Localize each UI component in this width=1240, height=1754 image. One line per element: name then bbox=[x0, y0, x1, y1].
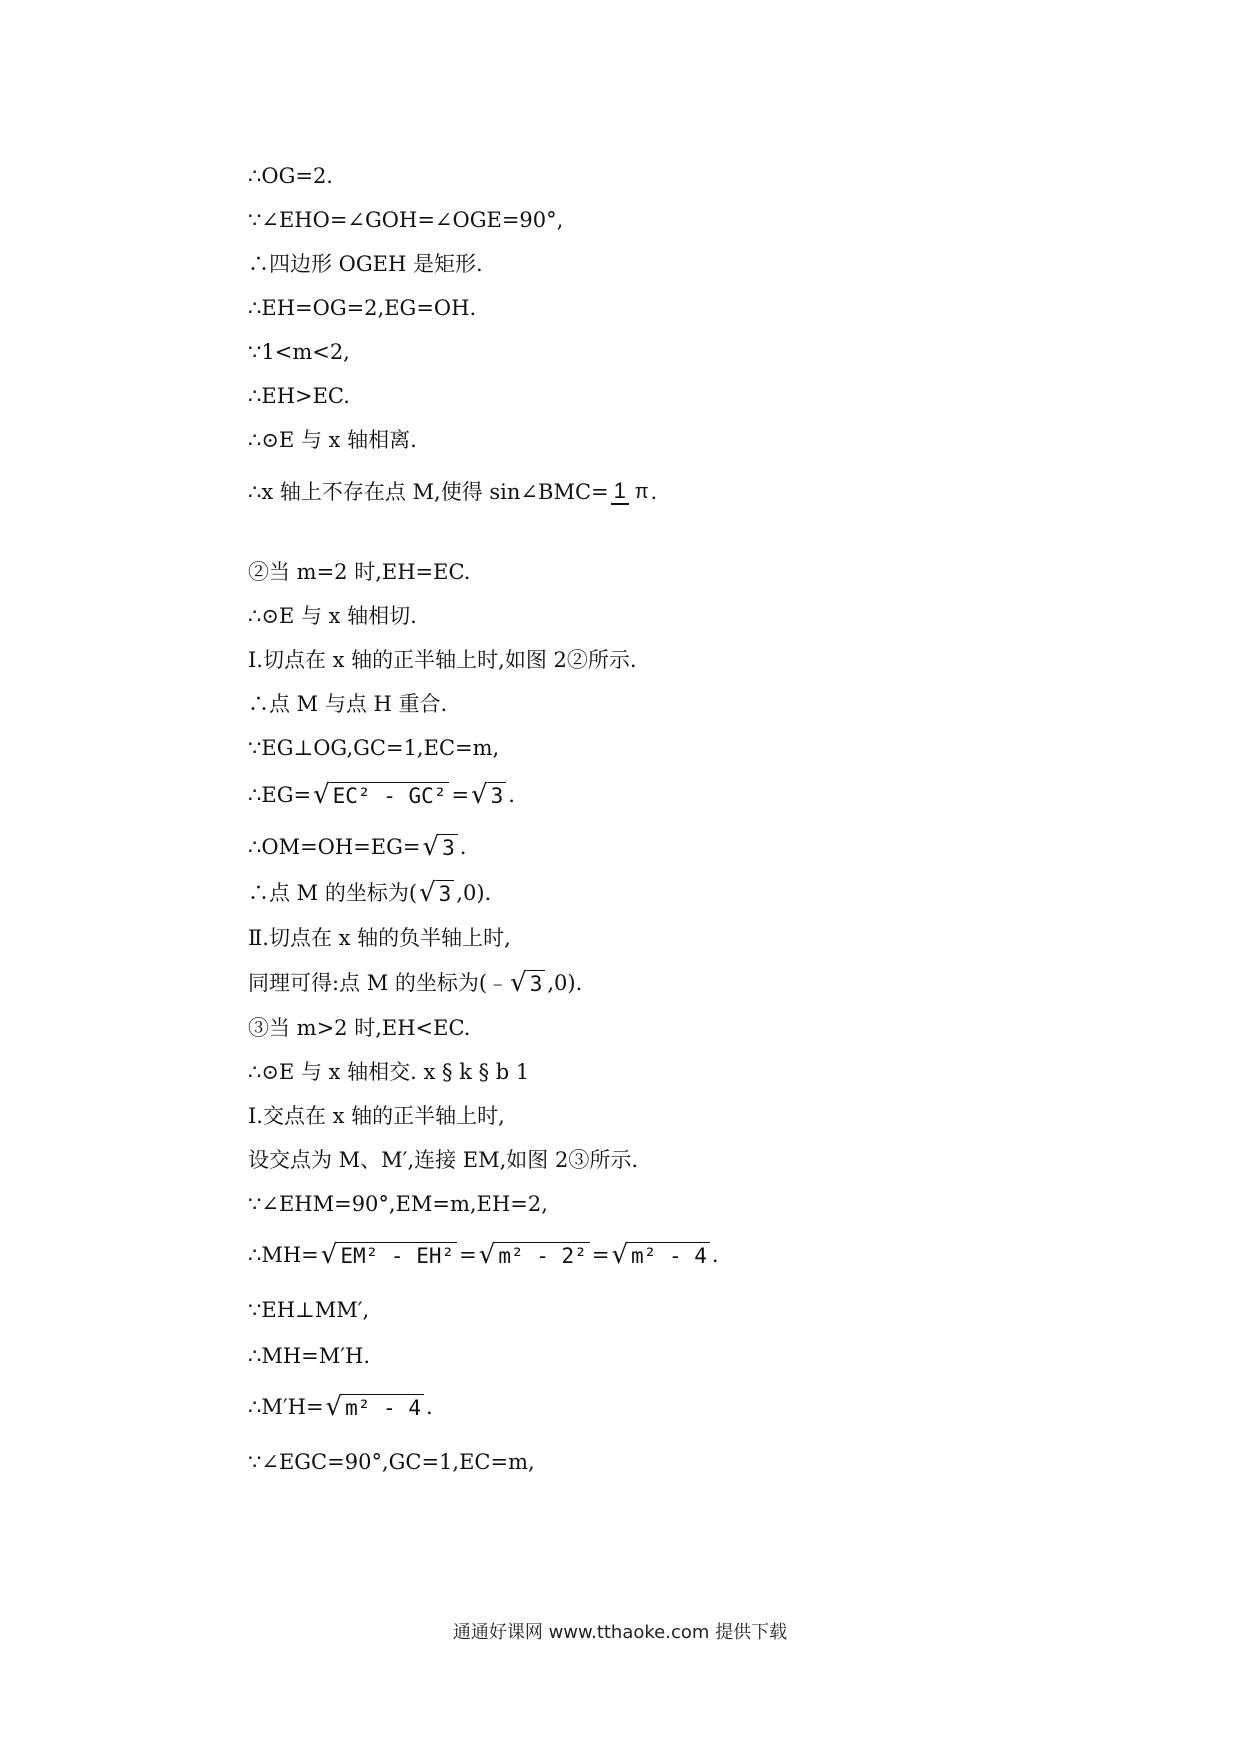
page-footer: 通通好课网 www.tthaoke.com 提供下载 bbox=[452, 1622, 788, 1643]
line-7 bbox=[248, 426, 417, 454]
radicand: 3 bbox=[436, 880, 455, 907]
line-1 bbox=[248, 162, 333, 190]
text: ∴EH=OG=2,EG=OH. bbox=[248, 296, 477, 320]
line-27 bbox=[248, 1392, 433, 1422]
radical-sign: √ bbox=[320, 1240, 338, 1270]
text: ∴MH=M′H. bbox=[248, 1344, 371, 1368]
line-20 bbox=[248, 1058, 529, 1086]
square-root bbox=[326, 1392, 424, 1422]
line-22 bbox=[248, 1146, 638, 1174]
text: ∵EG⊥OG,GC=1,EC=m, bbox=[248, 736, 500, 760]
square-root bbox=[423, 832, 458, 862]
radicand: 3 bbox=[488, 782, 507, 809]
line-24 bbox=[248, 1240, 719, 1270]
line-28 bbox=[248, 1448, 535, 1476]
square-root bbox=[419, 878, 454, 908]
line-21 bbox=[248, 1102, 505, 1130]
text: 设交点为 M、M′,连接 EM,如图 2③所示. bbox=[248, 1148, 639, 1172]
square-root bbox=[510, 968, 545, 998]
text: ∴点 M 与点 H 重合. bbox=[248, 692, 448, 716]
text: ②当 m=2 时,EH=EC. bbox=[248, 560, 471, 584]
line-8 bbox=[248, 478, 657, 506]
line-13 bbox=[248, 734, 499, 762]
line-26 bbox=[248, 1342, 370, 1370]
text: = bbox=[591, 1243, 610, 1267]
text: . bbox=[425, 1395, 433, 1419]
text: ,0). bbox=[547, 971, 583, 995]
radicand: m² - 2² bbox=[495, 1242, 590, 1269]
text: ,0). bbox=[456, 881, 492, 905]
text: = bbox=[459, 1243, 477, 1267]
fraction bbox=[611, 478, 649, 506]
radicand: EC² - GC² bbox=[330, 782, 450, 809]
text: ∴四边形 OGEH 是矩形. bbox=[248, 252, 483, 276]
text: Ⅰ.交点在 x 轴的正半轴上时, bbox=[248, 1104, 505, 1128]
text: . bbox=[459, 835, 467, 859]
radical-sign: √ bbox=[510, 968, 527, 998]
radical-sign: √ bbox=[478, 1240, 496, 1270]
radical-sign: √ bbox=[313, 780, 330, 810]
text: Ⅱ.切点在 x 轴的负半轴上时, bbox=[248, 926, 511, 950]
line-25 bbox=[248, 1296, 369, 1324]
line-11 bbox=[248, 646, 637, 674]
line-15 bbox=[248, 832, 466, 862]
radical-sign: √ bbox=[471, 780, 488, 810]
line-6 bbox=[248, 382, 350, 410]
text: ③当 m>2 时,EH<EC. bbox=[248, 1016, 471, 1040]
radical-sign: √ bbox=[419, 878, 436, 908]
square-root bbox=[611, 1240, 709, 1270]
text: ∵∠EGC=90°,GC=1,EC=m, bbox=[248, 1450, 535, 1474]
radicand: m² - 4 bbox=[628, 1242, 710, 1269]
line-16 bbox=[248, 878, 491, 908]
text: ∴M′H= bbox=[248, 1395, 324, 1419]
line-3 bbox=[248, 250, 483, 278]
text: ∴OG=2. bbox=[248, 164, 333, 188]
text: 同理可得:点 M 的坐标为(﹣ bbox=[248, 971, 509, 995]
text: Ⅰ.切点在 x 轴的正半轴上时,如图 2②所示. bbox=[248, 648, 637, 672]
radicand: EM² - EH² bbox=[337, 1242, 457, 1269]
line-19 bbox=[248, 1014, 470, 1042]
text: ∴MH= bbox=[248, 1243, 319, 1267]
radical-sign: √ bbox=[325, 1392, 343, 1422]
radicand: 3 bbox=[439, 834, 458, 861]
line-23 bbox=[248, 1190, 548, 1218]
fraction-denominator: π bbox=[634, 481, 649, 503]
text: . bbox=[711, 1243, 719, 1267]
line-12 bbox=[248, 690, 447, 718]
text: ∴⊙E 与 x 轴相交. x § k § b 1 bbox=[248, 1060, 530, 1084]
text: ∴⊙E 与 x 轴相离. bbox=[248, 428, 417, 452]
text: ∵EH⊥MM′, bbox=[248, 1298, 370, 1322]
line-18 bbox=[248, 968, 582, 998]
line-4 bbox=[248, 294, 476, 322]
text: ∵∠EHO=∠GOH=∠OGE=90°, bbox=[248, 208, 564, 232]
line-5 bbox=[248, 338, 350, 366]
line-9 bbox=[248, 558, 470, 586]
radical-sign: √ bbox=[422, 832, 440, 862]
square-root bbox=[321, 1240, 457, 1270]
line-10 bbox=[248, 602, 417, 630]
radicand: 3 bbox=[527, 970, 546, 997]
square-root bbox=[479, 1240, 590, 1270]
radicand: m² - 4 bbox=[342, 1394, 424, 1421]
fraction-numerator: 1 bbox=[611, 479, 629, 505]
radical-sign: √ bbox=[611, 1240, 629, 1270]
text: ∵∠EHM=90°,EM=m,EH=2, bbox=[248, 1192, 548, 1216]
text: ∴x 轴上不存在点 M,使得 sin∠BMC= bbox=[248, 480, 609, 504]
text: ∴⊙E 与 x 轴相切. bbox=[248, 604, 417, 628]
text: . bbox=[508, 783, 515, 807]
square-root bbox=[313, 780, 449, 810]
text: ∴OM=OH=EG= bbox=[248, 835, 421, 859]
text: ∴EH>EC. bbox=[248, 384, 350, 408]
line-2 bbox=[248, 206, 563, 234]
square-root bbox=[471, 780, 506, 810]
text: ∵1<m<2, bbox=[248, 340, 350, 364]
text: = bbox=[451, 783, 470, 807]
line-17 bbox=[248, 924, 511, 952]
text: ∴EG= bbox=[248, 783, 312, 807]
text: ∴点 M 的坐标为( bbox=[248, 881, 418, 905]
text: . bbox=[650, 480, 658, 504]
line-14 bbox=[248, 780, 515, 810]
